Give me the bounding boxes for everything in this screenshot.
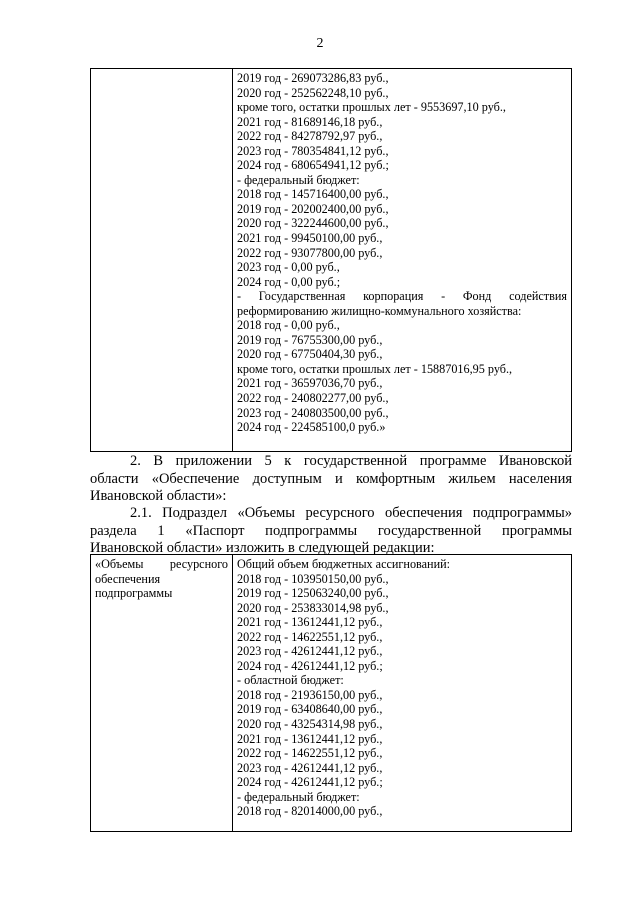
table2-line: 2022 год - 14622551,12 руб.,	[237, 746, 383, 761]
table2-right-cell	[233, 555, 572, 832]
paragraph-subsection-2-1	[90, 505, 572, 558]
table1-line: 2022 год - 240802277,00 руб.,	[237, 391, 389, 406]
table1-right-cell	[233, 69, 572, 452]
table1-line: 2018 год - 0,00 руб.,	[237, 318, 340, 333]
table1-line: 2019 год - 269073286,83 руб.,	[237, 71, 389, 85]
table1-left-cell	[91, 69, 233, 452]
table1-line: кроме того, остатки прошлых лет - 15887016,95 руб.,	[237, 361, 513, 376]
table1-line: 2021 год - 36597036,70 руб.,	[237, 376, 383, 391]
table2-line: 2020 год - 43254314,98 руб.,	[237, 717, 383, 732]
paragraph-line: области «Обеспечение доступным и комфортным жильем населения	[90, 470, 572, 487]
table2-line: 2019 год - 125063240,00 руб.,	[237, 586, 389, 601]
resource-table-subprogram	[90, 554, 572, 832]
table2-line: 2024 год - 42612441,12 руб.;	[237, 775, 383, 790]
table2-label-line: «Объемы ресурсного	[95, 557, 228, 571]
table2-line: 2022 год - 14622551,12 руб.,	[237, 629, 383, 644]
table1-line: 2023 год - 780354841,12 руб.,	[237, 143, 389, 158]
table1-line: - федеральный бюджет:	[237, 172, 360, 187]
table2-left-cell	[91, 555, 233, 832]
table2-line: Общий объем бюджетных ассигнований:	[237, 557, 450, 571]
paragraph-line: Ивановской области» изложить в следующей редакции:	[90, 540, 435, 556]
table2-line: 2020 год - 253833014,98 руб.,	[237, 600, 389, 615]
table2-line: 2021 год - 13612441,12 руб.,	[237, 731, 383, 746]
table1-line: 2021 год - 81689146,18 руб.,	[237, 114, 383, 129]
table1-line: 2020 год - 252562248,10 руб.,	[237, 85, 389, 100]
table1-line: 2022 год - 93077800,00 руб.,	[237, 245, 383, 260]
table2-line: - федеральный бюджет:	[237, 789, 360, 804]
table2-line: 2018 год - 21936150,00 руб.,	[237, 687, 383, 702]
table1-line: кроме того, остатки прошлых лет - 9553697,10 руб.,	[237, 100, 506, 115]
table1-line: 2024 год - 680654941,12 руб.;	[237, 158, 389, 173]
table1-line: 2018 год - 145716400,00 руб.,	[237, 187, 389, 202]
table1-line: 2023 год - 240803500,00 руб.,	[237, 405, 389, 420]
resource-table-continued	[90, 68, 572, 452]
table1-line: 2020 год - 322244600,00 руб.,	[237, 216, 389, 231]
table1-line: 2019 год - 76755300,00 руб.,	[237, 332, 383, 347]
table1-line: реформированию жилищно-коммунального хозяйства:	[237, 303, 522, 318]
table2-line: 2021 год - 13612441,12 руб.,	[237, 615, 383, 630]
table1-line: 2023 год - 0,00 руб.,	[237, 260, 340, 275]
table1-line: 2024 год - 224585100,0 руб.»	[237, 420, 386, 435]
table1-line: - Государственная корпорация - Фонд содействия	[237, 289, 567, 304]
table2-line: 2019 год - 63408640,00 руб.,	[237, 702, 383, 717]
paragraph-line: 2.1. Подраздел «Объемы ресурсного обеспечения подпрограммы»	[130, 505, 572, 521]
table1-line: 2022 год - 84278792,97 руб.,	[237, 129, 383, 144]
table2-line: - областной бюджет:	[237, 673, 344, 688]
table2-line: 2018 год - 82014000,00 руб.,	[237, 804, 383, 819]
paragraph-line: раздела 1 «Паспорт подпрограммы государственной программы	[90, 522, 572, 539]
table1-line: 2019 год - 202002400,00 руб.,	[237, 201, 389, 216]
table2-line: 2024 год - 42612441,12 руб.;	[237, 658, 383, 673]
table2-line: 2023 год - 42612441,12 руб.,	[237, 644, 383, 659]
table1-line: 2020 год - 67750404,30 руб.,	[237, 347, 383, 362]
paragraph-line: Ивановской области»:	[90, 488, 227, 504]
table2-label-line: обеспечения	[95, 571, 161, 586]
table1-line: 2024 год - 0,00 руб.;	[237, 274, 341, 289]
paragraph-line: 2. В приложении 5 к государственной программе Ивановской	[130, 453, 572, 469]
paragraph-appendix-5	[90, 453, 572, 506]
page-number: 2	[316, 36, 324, 51]
table2-line: 2018 год - 103950150,00 руб.,	[237, 571, 389, 586]
table1-line: 2021 год - 99450100,00 руб.,	[237, 231, 383, 246]
table2-line: 2023 год - 42612441,12 руб.,	[237, 760, 383, 775]
table2-label-line: подпрограммы	[95, 586, 173, 601]
